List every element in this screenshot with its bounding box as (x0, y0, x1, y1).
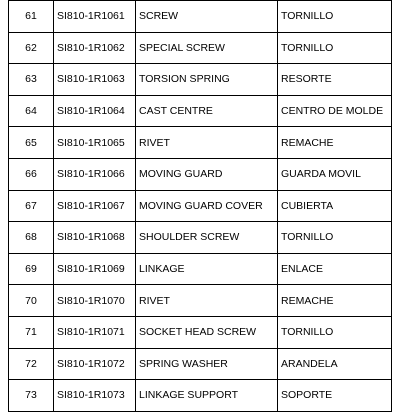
english-description-cell: SPRING WASHER (136, 348, 278, 380)
table-row (9, 32, 392, 64)
spanish-description-cell: RESORTE (278, 64, 392, 96)
table-row (9, 316, 392, 348)
table-row (9, 190, 392, 222)
spanish-description-cell: ENLACE (278, 253, 392, 285)
english-description-cell: RIVET (136, 127, 278, 159)
item-number-cell: 66 (9, 158, 54, 190)
table-row (9, 64, 392, 96)
item-number-cell: 61 (9, 1, 54, 33)
english-description-cell: RIVET (136, 285, 278, 317)
spanish-description-cell: TORNILLO (278, 316, 392, 348)
part-code-cell: SI810-1R1064 (54, 95, 136, 127)
english-description-cell: CAST CENTRE (136, 95, 278, 127)
part-code-cell: SI810-1R1069 (54, 253, 136, 285)
part-code-cell: SI810-1R1063 (54, 64, 136, 96)
english-description-cell: SPECIAL SCREW (136, 32, 278, 64)
item-number-cell: 72 (9, 348, 54, 380)
part-code-cell: SI810-1R1071 (54, 316, 136, 348)
table-row (9, 1, 392, 33)
spanish-description-cell: REMACHE (278, 285, 392, 317)
parts-list-page (8, 0, 392, 412)
spanish-description-cell: CUBIERTA (278, 190, 392, 222)
part-code-cell: SI810-1R1066 (54, 158, 136, 190)
spanish-description-cell: CENTRO DE MOLDE (278, 95, 392, 127)
item-number-cell: 68 (9, 222, 54, 254)
table-row (9, 380, 392, 412)
item-number-cell: 67 (9, 190, 54, 222)
english-description-cell: LINKAGE SUPPORT (136, 380, 278, 412)
table-row (9, 348, 392, 380)
part-code-cell: SI810-1R1062 (54, 32, 136, 64)
table-row (9, 95, 392, 127)
parts-table-body (9, 1, 392, 412)
part-code-cell: SI810-1R1065 (54, 127, 136, 159)
item-number-cell: 73 (9, 380, 54, 412)
english-description-cell: MOVING GUARD (136, 158, 278, 190)
item-number-cell: 69 (9, 253, 54, 285)
english-description-cell: TORSION SPRING (136, 64, 278, 96)
item-number-cell: 65 (9, 127, 54, 159)
table-row (9, 222, 392, 254)
part-code-cell: SI810-1R1068 (54, 222, 136, 254)
item-number-cell: 63 (9, 64, 54, 96)
spanish-description-cell: ARANDELA (278, 348, 392, 380)
english-description-cell: SOCKET HEAD SCREW (136, 316, 278, 348)
parts-table (8, 0, 392, 412)
spanish-description-cell: REMACHE (278, 127, 392, 159)
part-code-cell: SI810-1R1073 (54, 380, 136, 412)
spanish-description-cell: TORNILLO (278, 222, 392, 254)
part-code-cell: SI810-1R1070 (54, 285, 136, 317)
part-code-cell: SI810-1R1061 (54, 1, 136, 33)
item-number-cell: 70 (9, 285, 54, 317)
english-description-cell: SHOULDER SCREW (136, 222, 278, 254)
table-row (9, 253, 392, 285)
part-code-cell: SI810-1R1072 (54, 348, 136, 380)
spanish-description-cell: TORNILLO (278, 1, 392, 33)
english-description-cell: MOVING GUARD COVER (136, 190, 278, 222)
part-code-cell: SI810-1R1067 (54, 190, 136, 222)
english-description-cell: SCREW (136, 1, 278, 33)
table-row (9, 158, 392, 190)
english-description-cell: LINKAGE (136, 253, 278, 285)
item-number-cell: 62 (9, 32, 54, 64)
item-number-cell: 64 (9, 95, 54, 127)
spanish-description-cell: GUARDA MOVIL (278, 158, 392, 190)
spanish-description-cell: SOPORTE (278, 380, 392, 412)
table-row (9, 285, 392, 317)
spanish-description-cell: TORNILLO (278, 32, 392, 64)
table-row (9, 127, 392, 159)
item-number-cell: 71 (9, 316, 54, 348)
